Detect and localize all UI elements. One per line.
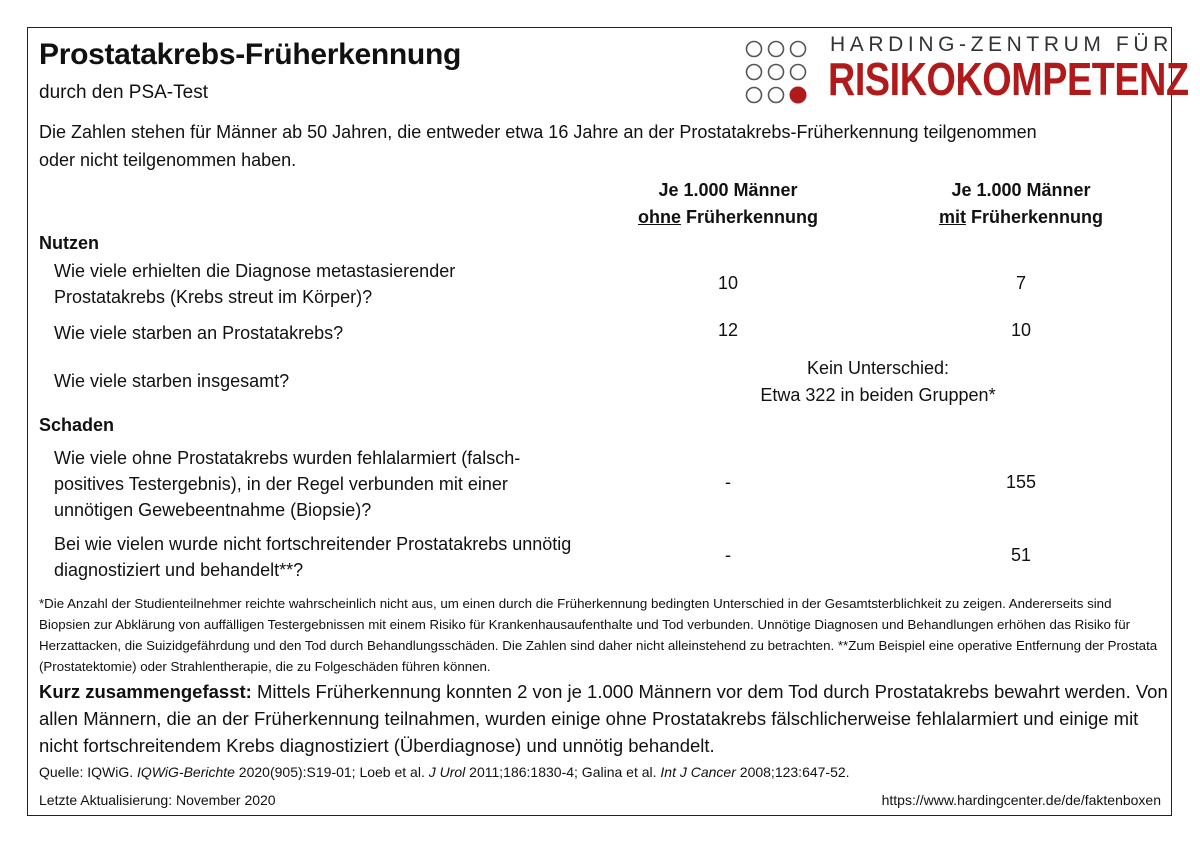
- column-header-without: [598, 177, 858, 231]
- logo-dots-icon: [744, 40, 824, 106]
- source-part3: 2008;123:647-52.: [735, 764, 850, 780]
- source-prefix: Quelle: IQWiG.: [39, 764, 138, 780]
- source-part2: 2011;186:1830-4; Galina et al.: [465, 764, 661, 780]
- footnote: *Die Anzahl der Studienteilnehmer reichte wahrscheinlich nicht aus, um einen durch die Früherkennung bedingten Unterschied in der Gesamtsterblichkeit zu zeigen. Andererseits sind Biopsien zur Abklärung von auffälligen Testergebnissen mit einem Risiko für Krankenhausaufenthalte und Tod verbunden. Unnötige Diagnosen und Behandlungen erhöhen das Risiko für Herzattacken, die Suizidgefährdung und den Tod durch Behandlungsschäden. Die Zahlen sind daher nicht alleinstehend zu betrachten. **Zum Beispiel eine operative Entfernung der Prostata (Prostatektomie) oder Strahlentherapie, die zu Folgeschäden führen können.: [39, 596, 1158, 674]
- website-link[interactable]: https://www.hardingcenter.de/de/faktenboxen: [881, 792, 1161, 808]
- value-false-alarm-with: 155: [1005, 472, 1037, 492]
- value-false-alarm-without: -: [725, 472, 731, 492]
- source-journal1: IQWiG-Berichte: [137, 764, 235, 780]
- logo-line2: RISIKOKOMPETENZ: [828, 53, 1189, 105]
- question-false-alarm: Wie viele ohne Prostatakrebs wurden fehlalarmiert (falsch-positives Testergebnis), in der Regel verbunden mit einer unnötigen Gewebeentnahme (Biopsie)?: [54, 448, 521, 520]
- value-cancer-deaths-without: 12: [717, 320, 739, 340]
- page-subtitle: durch den PSA-Test: [39, 82, 208, 103]
- column-header-without-emph: ohne: [637, 207, 681, 227]
- column-header-with-emph: mit: [938, 207, 966, 227]
- column-header-without-line1: Je 1.000 Männer: [658, 180, 798, 200]
- last-updated: Letzte Aktualisierung: November 2020: [39, 792, 276, 808]
- column-header-with: [891, 177, 1151, 231]
- summary: [39, 678, 1169, 759]
- value-cancer-deaths-with: 10: [1010, 320, 1032, 340]
- question-metastatic: Wie viele erhielten die Diagnose metastasierender Prostatakrebs (Krebs streut im Körper)?: [54, 261, 456, 307]
- source-part1: 2020(905):S19-01; Loeb et al.: [234, 764, 429, 780]
- question-overdiagnosis: Bei wie vielen wurde nicht fortschreitender Prostatakrebs unnötig diagnostiziert und behandelt**?: [54, 534, 572, 580]
- question-cancer-deaths: Wie viele starben an Prostatakrebs?: [54, 323, 344, 343]
- value-total-deaths-line2: Etwa 322 in beiden Gruppen*: [760, 385, 996, 405]
- value-total-deaths-line1: Kein Unterschied:: [806, 358, 950, 378]
- column-header-without-rest: Früherkennung: [680, 207, 818, 227]
- section-harm: Schaden: [39, 415, 115, 435]
- column-header-with-line1: Je 1.000 Männer: [951, 180, 1091, 200]
- value-metastatic-without: 10: [717, 273, 739, 293]
- summary-text: Mittels Früherkennung konnten 2 von je 1.000 Männern vor dem Tod durch Prostatakrebs bewahrt werden. Von allen Männern, die an der Früherkennung teilnahmen, wurden einige ohne Prostatakrebs fälschlicherweise fehlalarmiert und einige mit nicht fortschreitendem Krebs diagnostiziert (Überdiagnose) und unnötig behandelt.: [39, 681, 1168, 756]
- logo-line1: HARDING-ZENTRUM FÜR: [830, 33, 1173, 56]
- value-overdiagnosis-without: -: [725, 545, 731, 565]
- question-total-deaths: Wie viele starben insgesamt?: [54, 371, 290, 391]
- value-total-deaths-combined: [718, 355, 1038, 409]
- source-journal3: Int J Cancer: [660, 764, 736, 780]
- source-journal2: J Urol: [428, 764, 466, 780]
- page-title: Prostatakrebs-Früherkennung: [39, 38, 461, 71]
- summary-label: Kurz zusammengefasst:: [39, 681, 252, 702]
- source-citation: [39, 764, 850, 780]
- column-header-with-rest: Früherkennung: [965, 207, 1103, 227]
- section-benefit: Nutzen: [39, 233, 99, 253]
- value-metastatic-with: 7: [1015, 273, 1026, 293]
- value-overdiagnosis-with: 51: [1010, 545, 1032, 565]
- intro-text: Die Zahlen stehen für Männer ab 50 Jahren, die entweder etwa 16 Jahre an der Prostatakrebs-Früherkennung teilgenommen oder nicht teilgenommen haben.: [39, 122, 1037, 170]
